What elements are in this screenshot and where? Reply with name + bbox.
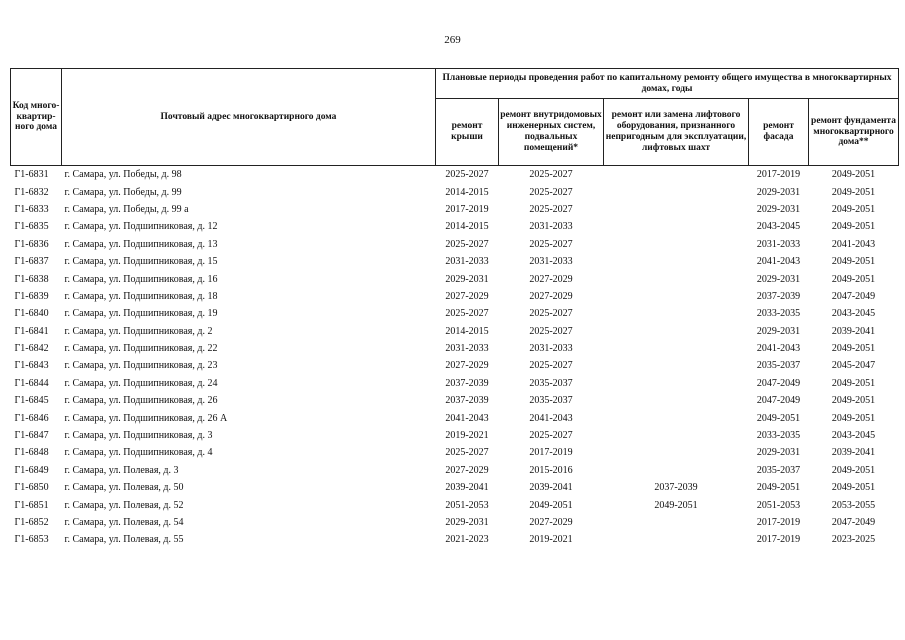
cell-facade: 2035-2037 [756,464,801,476]
cell-roof: 2027-2029 [445,290,489,302]
cell-facade: 2017-2019 [756,534,801,546]
cell-facade: 2043-2045 [756,221,801,233]
table-row [11,253,899,270]
cell-code: Г1-6840 [14,308,49,320]
cell-address: г. Самара, ул. Победы, д. 99 [64,186,182,198]
cell-foundation: 2049-2051 [831,395,876,407]
cell-facade: 2033-2035 [756,308,801,320]
cell-address: г. Самара, ул. Полевая, д. 55 [64,534,184,546]
cell-foundation: 2047-2049 [831,517,876,528]
cell-foundation: 2049-2051 [831,186,876,198]
table-row [11,218,899,235]
cell-foundation: 2039-2041 [831,325,876,337]
cell-roof: 2027-2029 [445,464,489,476]
cell-roof: 2025-2027 [445,447,489,459]
cell-facade: 2049-2051 [756,412,801,424]
cell-code: Г1-6832 [14,186,49,198]
cell-lift [604,357,749,374]
cell-lift [604,444,749,461]
cell-roof: 2031-2033 [445,343,489,355]
cell-lift [604,236,749,253]
cell-systems: 2025-2027 [529,238,573,250]
cell-roof: 2037-2039 [445,377,489,389]
cell-facade: 2017-2019 [756,169,801,181]
cell-facade: 2029-2031 [756,203,801,215]
cell-lift [604,288,749,305]
cell-facade: 2041-2043 [756,256,801,268]
cell-systems: 2025-2027 [529,308,573,320]
cell-foundation: 2049-2051 [831,482,876,494]
cell-address: г. Самара, ул. Полевая, д. 52 [64,499,184,511]
cell-foundation: 2043-2045 [831,308,876,320]
cell-foundation: 2049-2051 [831,221,876,233]
cell-foundation: 2049-2051 [831,273,876,285]
cell-systems: 2031-2033 [529,256,573,268]
cell-systems: 2017-2019 [529,447,573,459]
cell-facade: 2037-2039 [756,290,801,302]
cell-code: Г1-6839 [14,290,49,302]
cell-address: г. Самара, ул. Подшипниковая, д. 15 [64,256,218,268]
cell-systems: 2041-2043 [529,412,573,424]
cell-lift [604,392,749,409]
cell-lift [604,375,749,392]
cell-code: Г1-6853 [14,534,49,546]
cell-address: г. Самара, ул. Полевая, д. 54 [64,517,184,528]
cell-roof: 2027-2029 [445,360,489,372]
table-row [11,236,899,253]
cell-lift [604,323,749,340]
cell-code: Г1-6849 [14,464,49,476]
table-row [11,183,899,200]
table-row [11,479,899,496]
cell-address: г. Самара, ул. Подшипниковая, д. 19 [64,308,218,320]
cell-roof: 2039-2041 [445,482,489,494]
cell-code: Г1-6843 [14,360,49,372]
table-row [11,305,899,322]
table-row [11,496,899,513]
cell-lift [604,462,749,479]
cell-lift [604,270,749,287]
cell-address: г. Самара, ул. Победы, д. 99 а [64,203,189,215]
cell-systems: 2025-2027 [529,203,573,215]
cell-facade: 2049-2051 [756,482,801,494]
cell-lift [604,201,749,218]
cell-lift [604,427,749,444]
cell-foundation: 2053-2055 [831,499,876,511]
cell-roof: 2014-2015 [445,325,489,337]
header-foundation: ремонт фундамента многоквартирного дома** [809,99,899,166]
cell-address: г. Самара, ул. Подшипниковая, д. 23 [64,360,218,372]
cell-roof: 2051-2053 [445,499,489,511]
cell-foundation: 2049-2051 [831,377,876,389]
cell-roof: 2014-2015 [445,186,489,198]
cell-roof: 2017-2019 [445,203,489,215]
cell-facade: 2041-2043 [756,343,801,355]
cell-code: Г1-6850 [14,482,49,494]
cell-systems: 2027-2029 [529,517,573,528]
table-row [11,462,899,479]
cell-roof: 2014-2015 [445,221,489,233]
cell-facade: 2047-2049 [756,377,801,389]
table-row [11,340,899,357]
cell-facade: 2029-2031 [756,447,801,459]
cell-roof: 2029-2031 [445,273,489,285]
cell-roof: 2025-2027 [445,308,489,320]
cell-facade: 2035-2037 [756,360,801,372]
cell-systems: 2049-2051 [529,499,573,511]
cell-facade: 2017-2019 [756,517,801,528]
cell-address: г. Самара, ул. Подшипниковая, д. 26 [64,395,218,407]
cell-roof: 2041-2043 [445,412,489,424]
cell-facade: 2047-2049 [756,395,801,407]
cell-foundation: 2049-2051 [831,169,876,181]
cell-lift: 2049-2051 [654,499,698,511]
cell-address: г. Самара, ул. Подшипниковая, д. 16 [64,273,218,285]
header-code: Код много-квартир-ного дома [11,69,62,166]
table-row [11,444,899,461]
cell-systems: 2019-2021 [529,534,573,546]
cell-address: г. Самара, ул. Полевая, д. 3 [64,464,179,476]
cell-systems: 2031-2033 [529,343,573,355]
cell-address: г. Самара, ул. Подшипниковая, д. 24 [64,377,218,389]
cell-roof: 2021-2023 [445,534,489,546]
cell-facade: 2033-2035 [756,430,801,442]
cell-roof: 2025-2027 [445,169,489,181]
table-row [11,375,899,392]
cell-facade: 2031-2033 [756,238,801,250]
cell-lift [604,514,749,531]
cell-code: Г1-6831 [14,169,49,181]
cell-foundation: 2049-2051 [831,203,876,215]
cell-address: г. Самара, ул. Подшипниковая, д. 26 А [64,412,228,424]
cell-facade: 2051-2053 [756,499,801,511]
table-row [11,427,899,444]
cell-foundation: 2049-2051 [831,343,876,355]
cell-code: Г1-6846 [14,412,49,424]
cell-address: г. Самара, ул. Победы, д. 98 [64,169,182,181]
header-address: Почтовый адрес многоквартирного дома [62,69,436,166]
cell-facade: 2029-2031 [756,325,801,337]
cell-code: Г1-6845 [14,395,49,407]
page-number: 269 [444,34,461,46]
cell-systems: 2027-2029 [529,290,573,302]
cell-address: г. Самара, ул. Полевая, д. 50 [64,482,184,494]
table-row [11,166,899,184]
cell-lift [604,183,749,200]
cell-code: Г1-6852 [14,517,49,528]
cell-address: г. Самара, ул. Подшипниковая, д. 12 [64,221,218,233]
repair-schedule-table [10,68,899,549]
table-row [11,392,899,409]
cell-roof: 2037-2039 [445,395,489,407]
cell-code: Г1-6847 [14,430,49,442]
cell-foundation: 2049-2051 [831,464,876,476]
table-row [11,270,899,287]
cell-foundation: 2043-2045 [831,430,876,442]
cell-address: г. Самара, ул. Подшипниковая, д. 4 [64,447,213,459]
cell-code: Г1-6836 [14,238,49,250]
cell-foundation: 2041-2043 [831,238,876,250]
cell-foundation: 2049-2051 [831,256,876,268]
cell-roof: 2029-2031 [445,517,489,528]
cell-systems: 2025-2027 [529,325,573,337]
cell-lift [604,253,749,270]
cell-systems: 2025-2027 [529,430,573,442]
cell-lift [604,305,749,322]
cell-lift [604,409,749,426]
cell-foundation: 2039-2041 [831,447,876,459]
cell-address: г. Самара, ул. Подшипниковая, д. 3 [64,430,213,442]
cell-code: Г1-6835 [14,221,49,233]
cell-systems: 2039-2041 [529,482,573,494]
table-row [11,288,899,305]
cell-systems: 2035-2037 [529,377,573,389]
table-header [11,69,899,166]
cell-systems: 2035-2037 [529,395,573,407]
cell-lift [604,531,749,548]
cell-roof: 2019-2021 [445,430,489,442]
cell-code: Г1-6842 [14,343,49,355]
table-row [11,409,899,426]
cell-code: Г1-6837 [14,256,49,268]
cell-facade: 2029-2031 [756,273,801,285]
cell-address: г. Самара, ул. Подшипниковая, д. 22 [64,343,218,355]
cell-code: Г1-6838 [14,273,49,285]
cell-systems: 2025-2027 [529,186,573,198]
header-roof: ремонт крыши [436,99,499,166]
cell-foundation: 2047-2049 [831,290,876,302]
cell-lift [604,340,749,357]
cell-code: Г1-6833 [14,203,49,215]
header-facade: ремонт фасада [749,99,809,166]
cell-code: Г1-6848 [14,447,49,459]
table-row [11,531,899,548]
table-row [11,514,899,531]
header-periods: Плановые периоды проведения работ по капитальному ремонту общего имущества в многоквартирных домах, годы [436,69,899,99]
table-row [11,357,899,374]
cell-address: г. Самара, ул. Подшипниковая, д. 2 [64,325,213,337]
cell-lift [604,218,749,235]
cell-systems: 2025-2027 [529,360,573,372]
cell-address: г. Самара, ул. Подшипниковая, д. 13 [64,238,218,250]
cell-code: Г1-6841 [14,325,49,337]
header-lift: ремонт или замена лифтового оборудования, признанного непригодным для эксплуатации, лифтовых шахт [604,99,749,166]
cell-systems: 2031-2033 [529,221,573,233]
cell-foundation: 2023-2025 [831,534,876,546]
header-systems: ремонт внутридомовых инженерных систем, подвальных помещений* [499,99,604,166]
cell-roof: 2031-2033 [445,256,489,268]
cell-lift [604,166,749,184]
cell-facade: 2029-2031 [756,186,801,198]
cell-lift: 2037-2039 [654,482,698,494]
cell-address: г. Самара, ул. Подшипниковая, д. 18 [64,290,218,302]
cell-foundation: 2049-2051 [831,412,876,424]
cell-foundation: 2045-2047 [831,360,876,372]
table-row [11,201,899,218]
cell-systems: 2025-2027 [529,169,573,181]
table-row [11,323,899,340]
table-body [11,166,899,549]
cell-code: Г1-6844 [14,377,49,389]
cell-systems: 2027-2029 [529,273,573,285]
cell-systems: 2015-2016 [529,464,573,476]
cell-roof: 2025-2027 [445,238,489,250]
cell-code: Г1-6851 [14,499,49,511]
